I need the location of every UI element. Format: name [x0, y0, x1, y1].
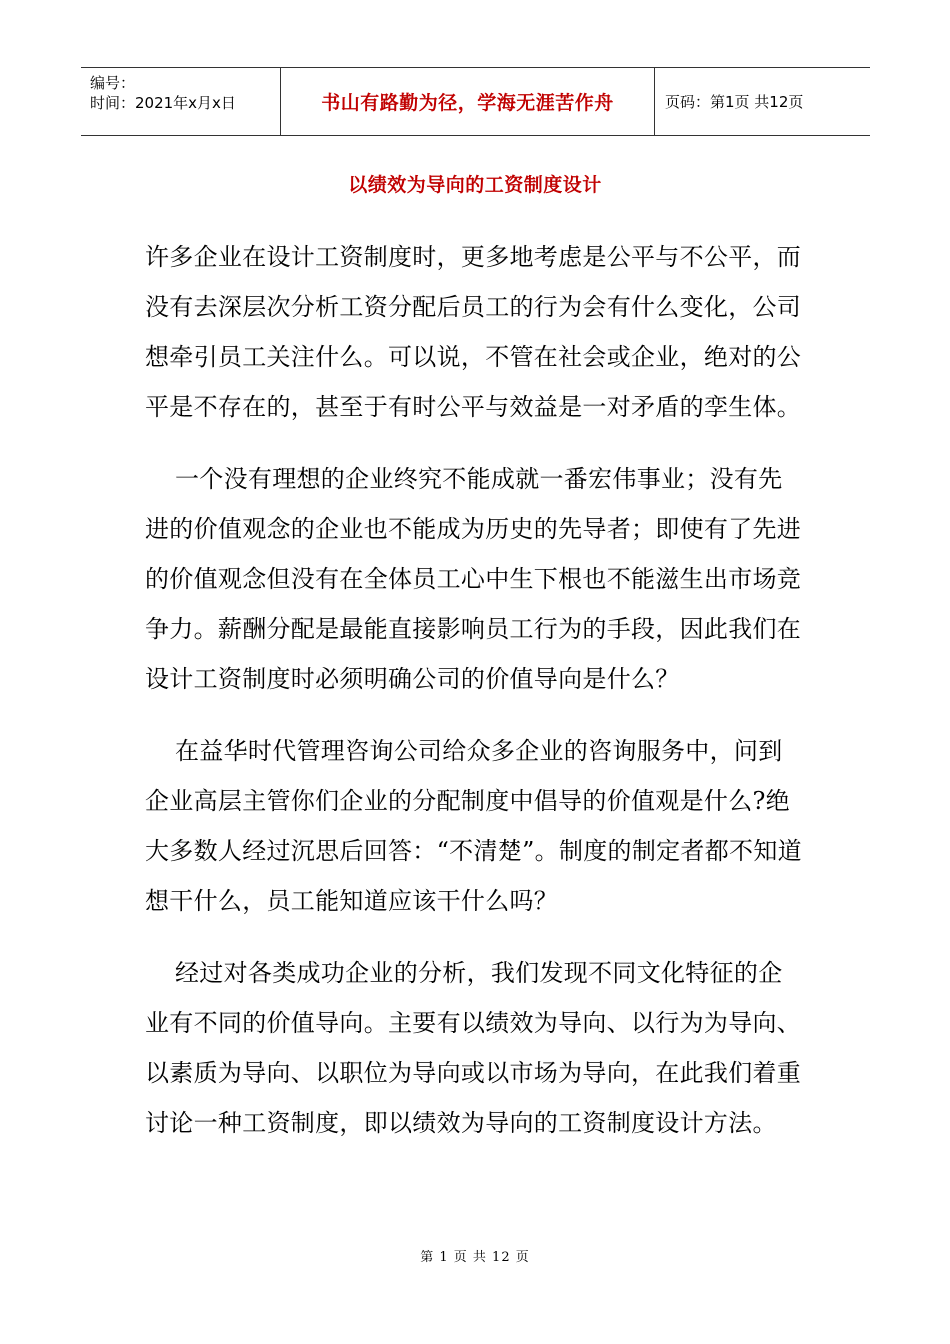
- number-label: 编号：: [90, 74, 136, 92]
- paragraph: 许多企业在设计工资制度时，更多地考虑是公平与不公平，而没有去深层次分析工资分配后员工的行为会有什么变化，公司想牵引员工关注什么。可以说，不管在社会或企业，绝对的公平是不存在的，甚至于有时公平与效益是一对矛盾的孪生体。: [145, 243, 802, 421]
- paragraph: 经过对各类成功企业的分析，我们发现不同文化特征的企业有不同的价值导向。主要有以绩效为导向、以行为为导向、以素质为导向、以职位为导向或以市场为导向，在此我们着重讨论一种工资制度，即以绩效为导向的工资制度设计方法。: [145, 959, 802, 1137]
- paragraph: 一个没有理想的企业终究不能成就一番宏伟事业；没有先进的价值观念的企业也不能成为历史的先导者；即使有了先进的价值观念但没有在全体员工心中生下根也不能滋生出市场竞争力。薪酬分配是最能直接影响员工行为的手段，因此我们在设计工资制度时必须明确公司的价值导向是什么？: [145, 465, 802, 693]
- header-table: [81, 67, 870, 136]
- header-meta-cell: [81, 68, 281, 135]
- header-page-info: 页码：第1页 共12页: [665, 93, 804, 111]
- time-label: 时间：2021年x月x日: [90, 94, 236, 112]
- page-footer: 第 1 页 共 12 页: [420, 1250, 530, 1265]
- header-motto: 书山有路勤为径，学海无涯苦作舟: [281, 68, 655, 135]
- document-title: 以绩效为导向的工资制度设计: [348, 174, 602, 196]
- body-text: [145, 232, 805, 1170]
- paragraph: 在益华时代管理咨询公司给众多企业的咨询服务中，问到企业高层主管你们企业的分配制度中倡导的价值观是什么?绝大多数人经过沉思后回答：“不清楚”。制度的制定者都不知道想干什么，员工能知道应该干什么吗？: [145, 737, 802, 915]
